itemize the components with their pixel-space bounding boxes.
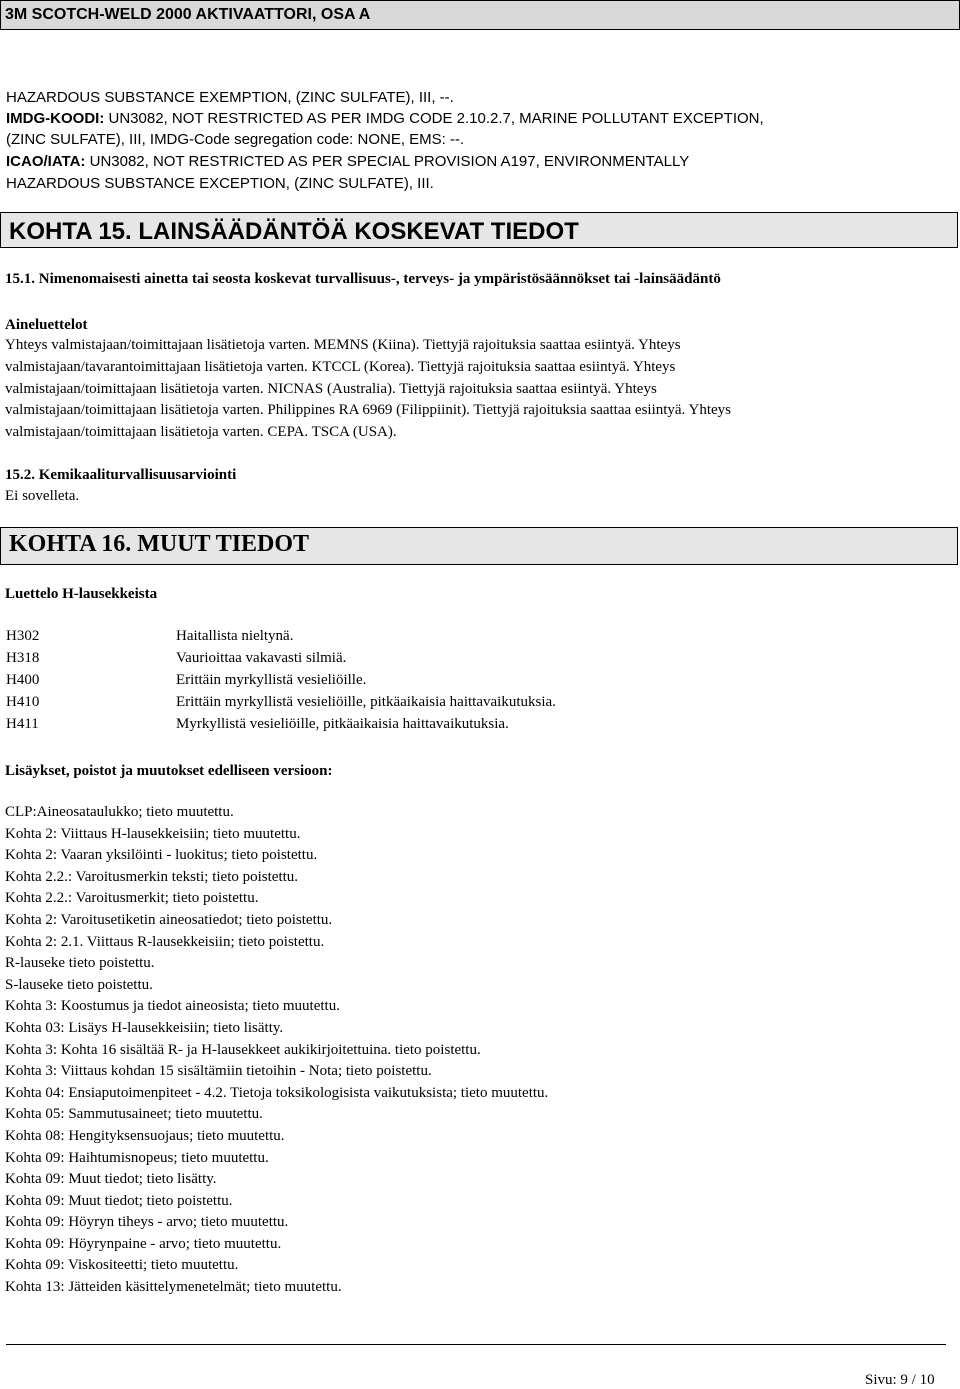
subsection-15-2-text: Ei sovelleta. [5,488,80,504]
change-item: Kohta 2: Vaaran yksilöinti - luokitus; tieto poistettu. [5,847,318,864]
subsection-15-1-heading: 15.1. Nimenomaisesti ainetta tai seosta koskevat turvallisuus-, terveys- ja ympäristösäännökset tai -lainsäädäntö [5,271,721,287]
transport-line-2 [6,110,764,128]
changes-list [5,802,548,1299]
change-item: Kohta 3: Viittaus kohdan 15 sisältämiin tietoihin - Nota; tieto poistettu. [5,1063,432,1080]
change-item: S-lauseke tieto poistettu. [5,976,153,993]
change-item: Kohta 09: Haihtumisnopeus; tieto muutettu. [5,1149,269,1166]
change-item: Kohta 09: Höyryn tiheys - arvo; tieto muutettu. [5,1214,289,1231]
subsection-15-2-heading: 15.2. Kemikaaliturvallisuusarviointi [5,467,237,483]
section-15-header [0,212,958,248]
change-item: Kohta 2: Viittaus H-lausekkeisiin; tieto muutettu. [5,825,301,842]
change-item: Kohta 13: Jätteiden käsittelymenetelmät; tieto muutettu. [5,1279,342,1296]
imdg-label: IMDG-KOODI: [6,110,105,127]
change-item: Kohta 3: Kohta 16 sisältää R- ja H-lausekkeet aukikirjoitettuina. tieto poistettu. [5,1041,481,1058]
h-text: Erittäin myrkyllistä vesieliöille, pitkäaikaisia haittavaikutuksia. [176,694,556,710]
h-code: H411 [6,716,39,732]
changes-heading: Lisäykset, poistot ja muutokset edelliseen versioon: [5,763,333,779]
h-code: H302 [6,628,40,644]
inventory-line: valmistajaan/toimittajaan lisätietoja varten. NICNAS (Australia). Tiettyjä rajoituksia saattaa esiintyä. Yhteys [5,381,657,397]
document-title: 3M SCOTCH-WELD 2000 AKTIVAATTORI, OSA A [5,6,371,23]
imdg-text: UN3082, NOT RESTRICTED AS PER IMDG CODE 2.10.2.7, MARINE POLLUTANT EXCEPTION, [104,110,764,127]
change-item: Kohta 09: Muut tiedot; tieto poistettu. [5,1192,233,1209]
change-item: Kohta 2: 2.1. Viittaus R-lausekkeisiin; tieto poistettu. [5,933,325,950]
h-code: H318 [6,650,40,666]
change-item: CLP:Aineosataulukko; tieto muutettu. [5,804,234,820]
change-item: Kohta 04: Ensiaputoimenpiteet - 4.2. Tietoja toksikologisista vaikutuksista; tieto muutettu. [5,1084,549,1101]
section-16-title: KOHTA 16. MUUT TIEDOT [9,531,310,557]
icao-text: UN3082, NOT RESTRICTED AS PER SPECIAL PROVISION A197, ENVIRONMENTALLY [85,153,690,170]
inventory-line: valmistajaan/tavarantoimittajaan lisätietoja varten. KTCCL (Korea). Tiettyjä rajoituksia saattaa esiintyä. Yhteys [5,359,676,375]
change-item: Kohta 2.2.: Varoitusmerkit; tieto poistettu. [5,890,259,907]
change-item: Kohta 09: Höyrynpaine - arvo; tieto muutettu. [5,1235,282,1252]
h-text: Vaurioittaa vakavasti silmiä. [176,650,347,666]
inventory-line: Yhteys valmistajaan/toimittajaan lisätietoja varten. MEMNS (Kiina). Tiettyjä rajoituksia saattaa esiintyä. Yhteys [5,337,681,353]
icao-label: ICAO/IATA: [6,153,86,170]
change-item: Kohta 05: Sammutusaineet; tieto muutettu. [5,1106,263,1123]
inventory-line: valmistajaan/toimittajaan lisätietoja varten. CEPA. TSCA (USA). [5,424,397,440]
change-item: Kohta 08: Hengityksensuojaus; tieto muutettu. [5,1127,285,1144]
change-item: Kohta 3: Koostumus ja tiedot aineosista; tieto muutettu. [5,998,340,1015]
footer-divider [6,1344,946,1345]
transport-line-1: HAZARDOUS SUBSTANCE EXEMPTION, (ZINC SULFATE), III, --. [6,89,454,106]
h-text: Myrkyllistä vesieliöille, pitkäaikaisia haittavaikutuksia. [176,716,509,732]
header-bar [0,0,960,30]
h-code: H410 [6,694,40,710]
change-item: Kohta 2.2.: Varoitusmerkin teksti; tieto poistettu. [5,868,299,885]
change-item: Kohta 03: Lisäys H-lausekkeisiin; tieto lisätty. [5,1019,284,1036]
change-item: Kohta 2: Varoitusetiketin aineosatiedot; tieto poistettu. [5,911,333,928]
section-15-title: KOHTA 15. LAINSÄÄDÄNTÖÄ KOSKEVAT TIEDOT [9,218,579,245]
transport-line-3: (ZINC SULFATE), III, IMDG-Code segregation code: NONE, EMS: --. [6,131,465,148]
change-item: Kohta 09: Viskositeetti; tieto muutettu. [5,1257,239,1274]
inventories-heading: Aineluettelot [5,317,88,333]
inventory-line: valmistajaan/toimittajaan lisätietoja varten. Philippines RA 6969 (Filippiinit). Tiettyjä rajoituksia saattaa esiintyä. Yhteys [5,402,731,418]
change-item: R-lauseke tieto poistettu. [5,955,155,972]
section-16-header [0,527,958,565]
h-list-heading: Luettelo H-lausekkeista [5,586,158,602]
transport-line-5: HAZARDOUS SUBSTANCE EXCEPTION, (ZINC SULFATE), III. [6,175,434,192]
page-number: Sivu: 9 / 10 [865,1372,935,1388]
transport-line-4 [6,153,689,171]
change-item: Kohta 09: Muut tiedot; tieto lisätty. [5,1171,217,1188]
h-text: Erittäin myrkyllistä vesieliöille. [176,672,367,688]
h-text: Haitallista nieltynä. [176,628,294,644]
h-code: H400 [6,672,40,688]
